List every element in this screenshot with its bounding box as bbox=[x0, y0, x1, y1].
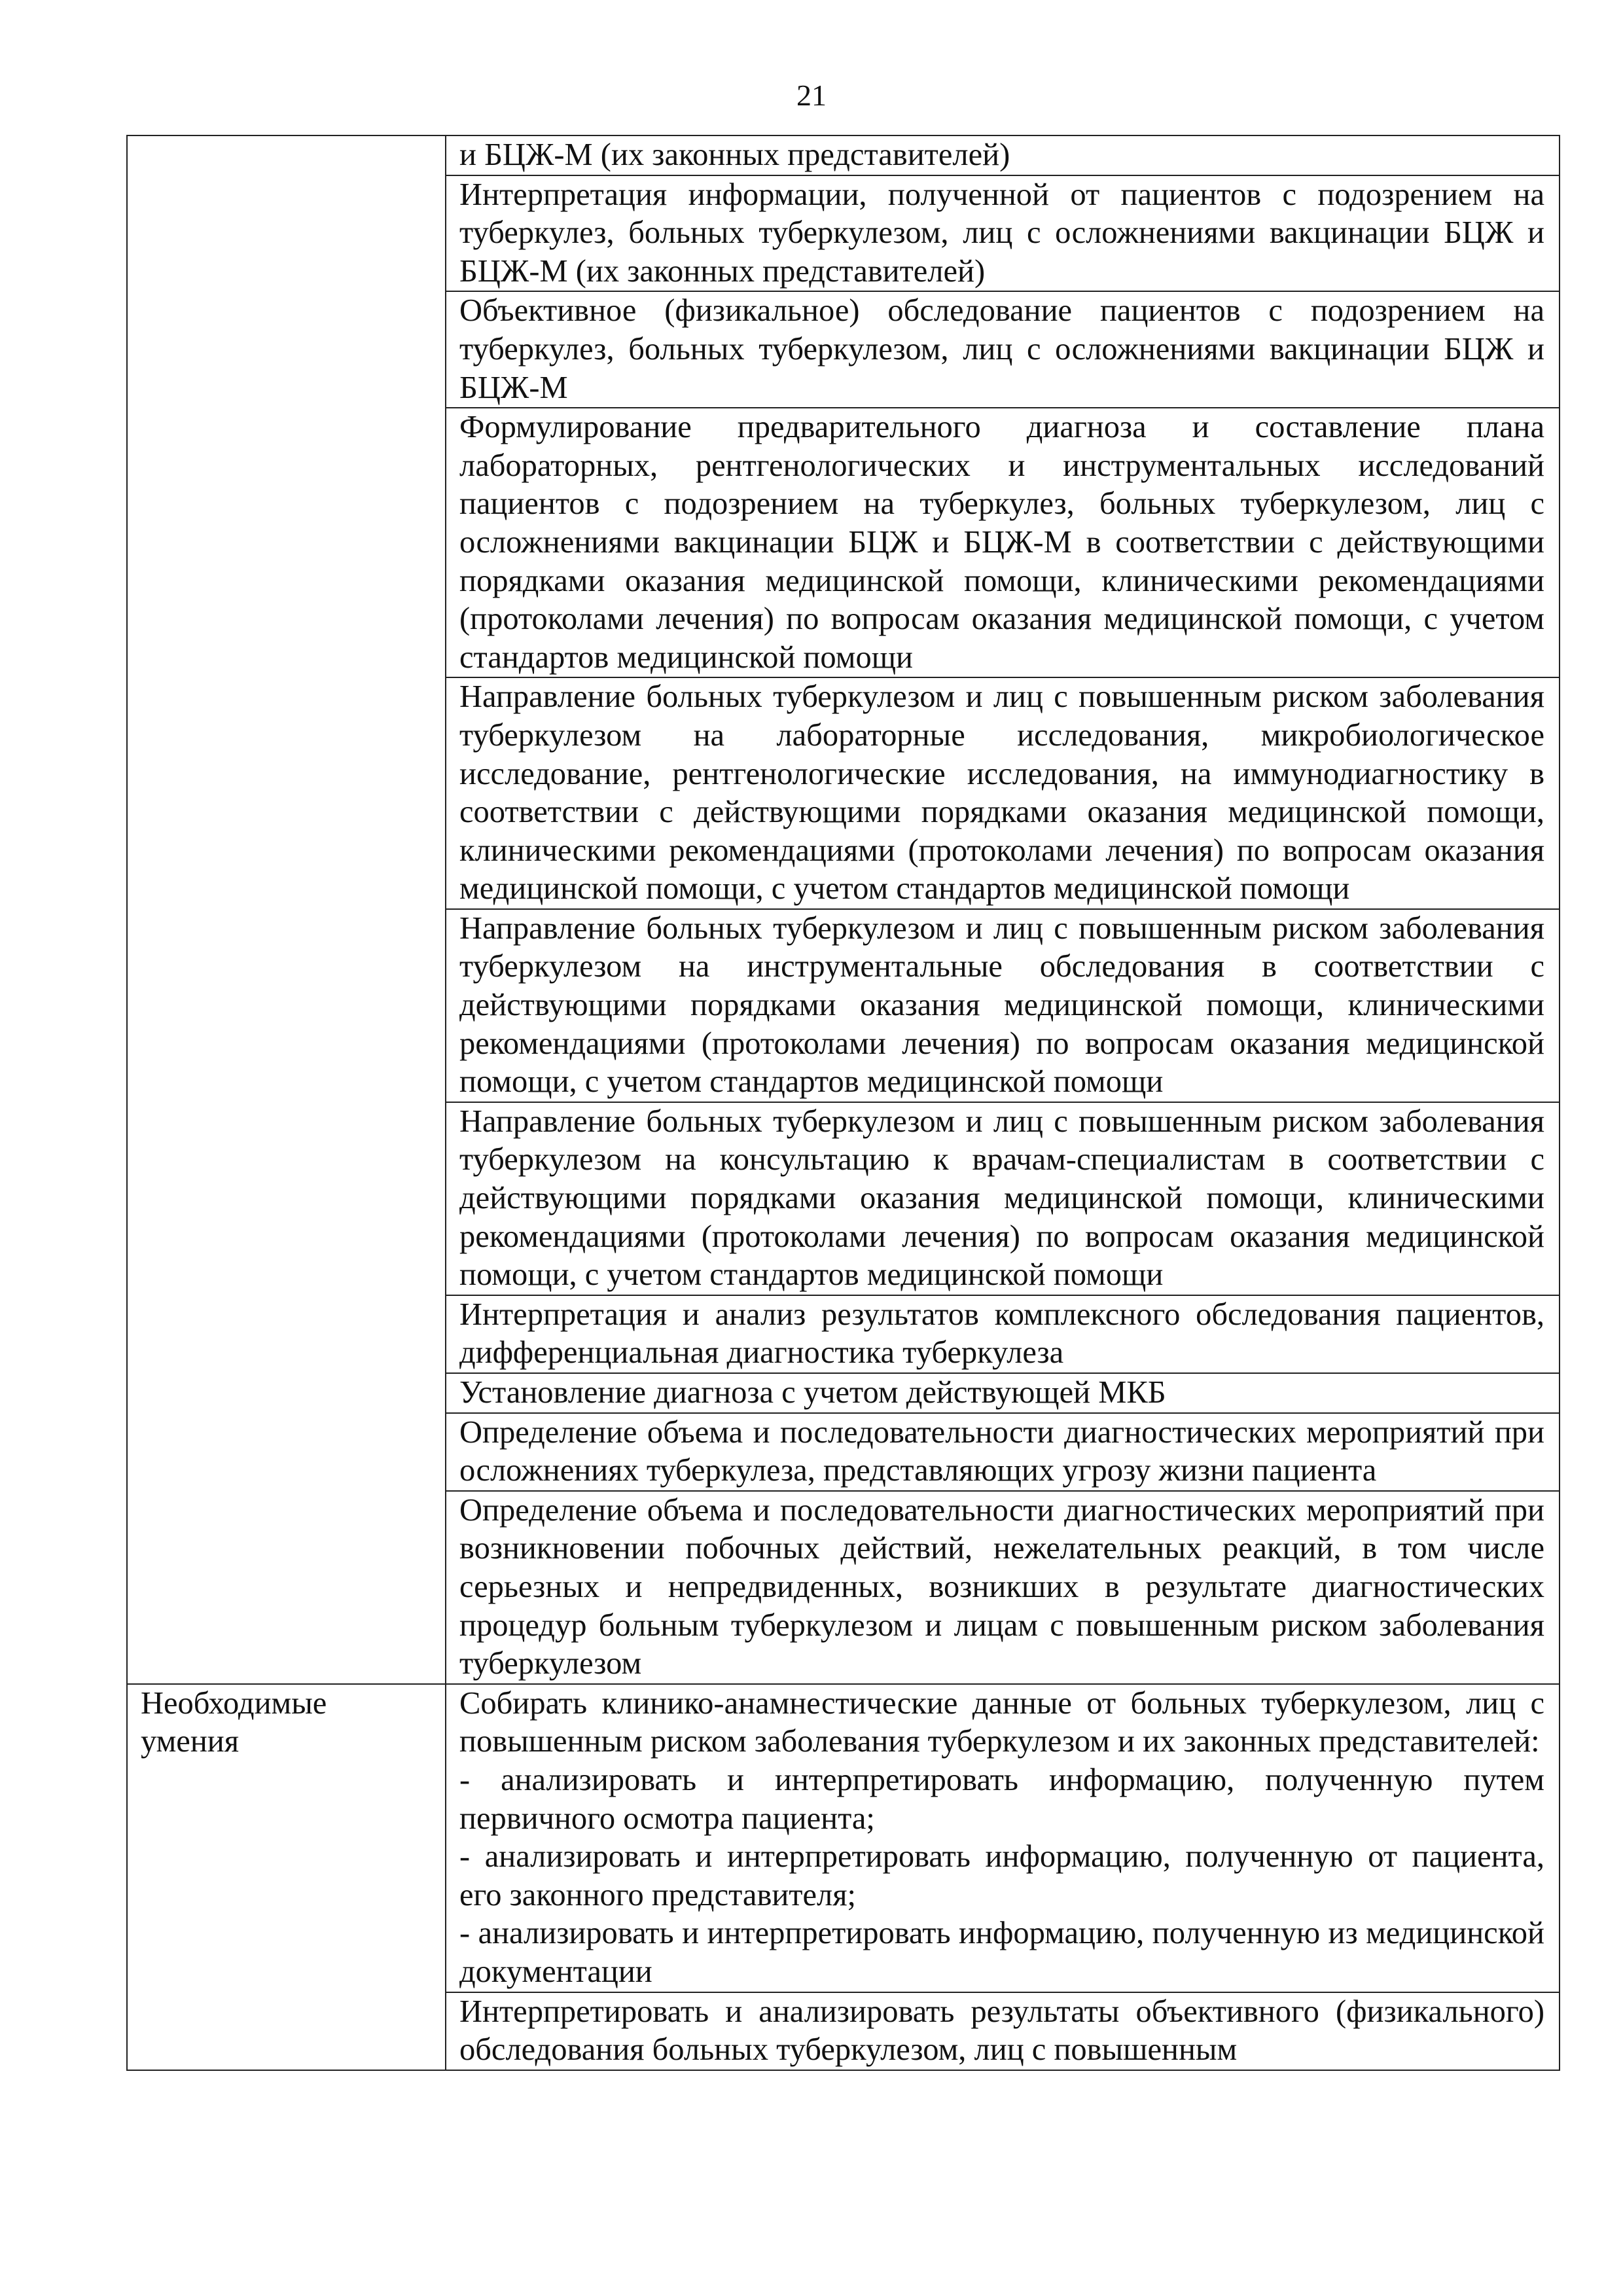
table-row bbox=[127, 1684, 1560, 1992]
table-cell: Направление больных туберкулезом и лиц с повышенным риском заболевания туберкулезом на лабораторные исследования, микробиологическое исследование, рентгенологические исследования, на иммунодиагностику в соответствии с действующими порядками оказания медицинской помощи, клиническими рекомендациями (протоколами лечения) по вопросам оказания медицинской помощи, с учетом стандартов медицинской помощи bbox=[446, 677, 1560, 909]
competency-table bbox=[126, 135, 1560, 2071]
table-cell: Направление больных туберкулезом и лиц с повышенным риском заболевания туберкулезом на инструментальные обследования в соответствии с действующими порядками оказания медицинской помощи, клиническими рекомендациями (протоколами лечения) по вопросам оказания медицинской помощи, с учетом стандартов медицинской помощи bbox=[446, 909, 1560, 1102]
skills-label-cell bbox=[127, 1684, 446, 2070]
skills-label-line: умения bbox=[141, 1724, 240, 1759]
table-row bbox=[127, 135, 1560, 175]
table-cell: Определение объема и последовательности диагностических мероприятий при осложнениях туберкулеза, представляющих угрозу жизни пациента bbox=[446, 1413, 1560, 1491]
table-cell: Формулирование предварительного диагноза и составление плана лабораторных, рентгенологических и инструментальных исследований пациентов с подозрением на туберкулез, больных туберкулезом, лиц с осложнениями вакцинации БЦЖ и БЦЖ-М в соответствии с действующими порядками оказания медицинской помощи, клиническими рекомендациями (протоколами лечения) по вопросам оказания медицинской помощи, с учетом стандартов медицинской помощи bbox=[446, 408, 1560, 677]
table-cell: Направление больных туберкулезом и лиц с повышенным риском заболевания туберкулезом на консультацию к врачам-специалистам в соответствии с действующими порядками оказания медицинской помощи, клиническими рекомендациями (протоколами лечения) по вопросам оказания медицинской помощи, с учетом стандартов медицинской помощи bbox=[446, 1102, 1560, 1295]
table-cell: Интерпретация и анализ результатов комплексного обследования пациентов, дифференциальная диагностика туберкулеза bbox=[446, 1295, 1560, 1373]
skill-item: - анализировать и интерпретировать информацию, полученную из медицинской документации bbox=[459, 1916, 1544, 1989]
table-cell: и БЦЖ-М (их законных представителей) bbox=[446, 135, 1560, 175]
skill-cell: Интерпретировать и анализировать результаты объективного (физикального) обследования больных туберкулезом, лиц с повышенным bbox=[446, 1992, 1560, 2070]
skills-label-line: Необходимые bbox=[141, 1685, 327, 1721]
empty-label-cell bbox=[127, 135, 446, 1684]
skill-item: - анализировать и интерпретировать информацию, полученную путем первичного осмотра пациента; bbox=[459, 1762, 1544, 1836]
skill-item: - анализировать и интерпретировать информацию, полученную от пациента, его законного представителя; bbox=[459, 1839, 1544, 1912]
skill-cell bbox=[446, 1684, 1560, 1992]
page-number: 21 bbox=[796, 79, 827, 112]
table-cell: Интерпретация информации, полученной от пациентов с подозрением на туберкулез, больных туберкулезом, лиц с осложнениями вакцинации БЦЖ и БЦЖ-М (их законных представителей) bbox=[446, 175, 1560, 292]
skill-intro: Собирать клинико-анамнестические данные от больных туберкулезом, лиц с повышенным риском заболевания туберкулезом и их законных представителей: bbox=[459, 1685, 1544, 1759]
table-cell: Определение объема и последовательности диагностических мероприятий при возникновении побочных действий, нежелательных реакций, в том числе серьезных и непредвиденных, возникших в результате диагностических процедур больным туберкулезом и лицам с повышенным риском заболевания туберкулезом bbox=[446, 1491, 1560, 1684]
table-cell: Установление диагноза с учетом действующей МКБ bbox=[446, 1373, 1560, 1413]
table-cell: Объективное (физикальное) обследование пациентов с подозрением на туберкулез, больных туберкулезом, лиц с осложнениями вакцинации БЦЖ и БЦЖ-М bbox=[446, 291, 1560, 408]
